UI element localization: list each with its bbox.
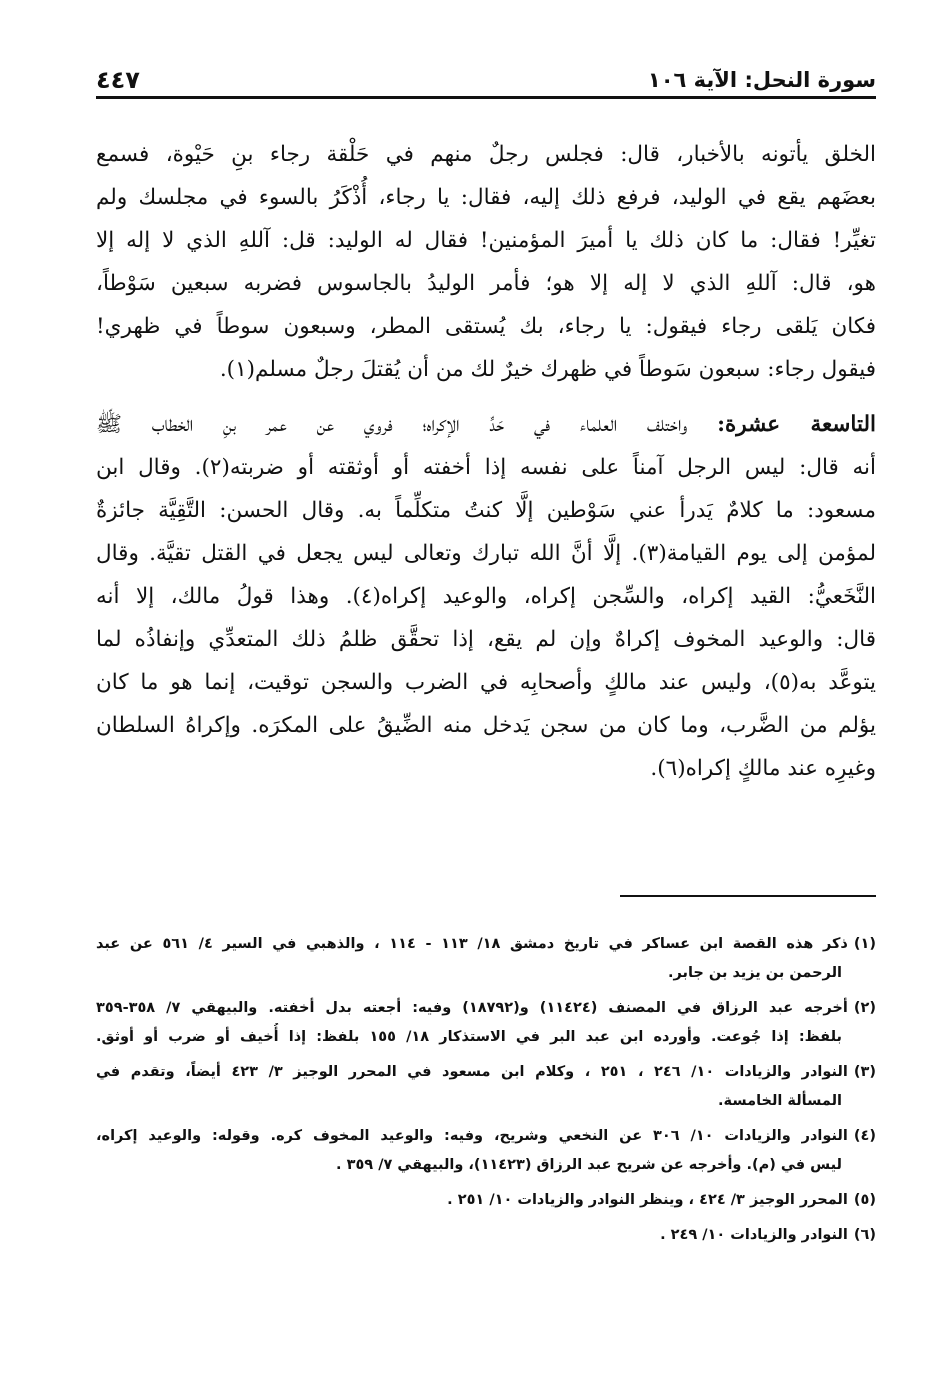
footnote-6 <box>96 1221 876 1250</box>
footnote-line: الرحمن بن يزيد بن جابر. <box>668 965 842 981</box>
footnote-text: المحرر الوجيز ٣/ ٤٢٤ ، وينظر النوادر والزيادات ١٠/ ٢٥١ . <box>447 1192 848 1208</box>
footnote-line: المسألة الخامسة. <box>718 1093 842 1109</box>
footnote-line <box>96 1186 876 1215</box>
text-line: يتوعَّد به(٥)، وليس عند مالكٍ وأصحابِه في الضرب والسجن توقيت، إنما هو ما كان <box>96 670 876 695</box>
paragraph-2 <box>96 403 876 790</box>
footnote-separator <box>620 895 876 897</box>
footnote-2 <box>96 994 876 1052</box>
footnote-text: النوادر والزيادات ١٠/ ٢٤٩ . <box>660 1227 848 1243</box>
footnote-text: النوادر والزيادات ١٠/ ٣٠٦ عن النخعي وشريح، وفيه: والوعيد المخوف كره. وقوله: والوعيد إكراه، <box>96 1128 848 1144</box>
running-title: سورة النحل: الآية ١٠٦ <box>647 68 876 92</box>
footnote-4 <box>96 1122 876 1180</box>
paragraph-1 <box>96 133 876 391</box>
text-line: يؤلم من الضَّرب، وما كان من سجن يَدخل منه الضِّيقُ على المكرَه. وإكراهُ السلطان <box>96 713 876 738</box>
text-line: قال: والوعيد المخوف إكراهٌ وإن لم يقع، إذا تحقَّق ظلمُ ذلك المتعدِّي وإنفاذُه لما <box>96 627 876 652</box>
text-line: هو، قال: آللهِ الذي لا إله إلا هو؛ فأمر الوليدُ بالجاسوس فضربه سبعين سَوْطاً، <box>96 271 876 296</box>
footnote-line: بلفظ: إذا جُوعت. وأورده ابن عبد البر في الاستذكار ١٨/ ١٥٥ بلفظ: إذا أُخيف أو ضرب أو أوثق. <box>96 1029 842 1045</box>
footnote-number: (٢) <box>853 1000 876 1016</box>
text-line: النَّخَعيُّ: القيد إكراه، والسِّجن إكراه، والوعيد إكراه(٤). وهذا قولُ مالك، إلا أنه <box>96 584 876 609</box>
footnote-line <box>96 930 876 959</box>
section-heading: التاسعة عشرة: <box>717 412 876 437</box>
footnote-line <box>96 1058 876 1087</box>
main-text <box>96 133 876 790</box>
text-line-with-heading <box>96 403 876 446</box>
footnote-number: (١) <box>853 936 876 952</box>
footnote-line <box>96 994 876 1023</box>
footnotes <box>96 930 876 1256</box>
text-line: وغيرِه عند مالكٍ إكراه(٦). <box>650 756 876 781</box>
running-header <box>96 52 876 99</box>
page-number: ٤٤٧ <box>96 66 140 94</box>
footnote-number: (٤) <box>853 1128 876 1144</box>
footnote-line <box>96 1221 876 1250</box>
footnote-3 <box>96 1058 876 1116</box>
footnote-line: ليس في (م). وأخرجه عن شريح عبد الرزاق (١١٤٢٣)، والبيهقي ٧/ ٣٥٩ . <box>336 1157 842 1173</box>
footnote-number: (٣) <box>853 1064 876 1080</box>
footnote-text: أخرجه عبد الرزاق في المصنف (١١٤٢٤) و(١٨٧٩٢) وفيه: أجعته بدل أخفته. والبيهقي ٧/ ٣٥٨-٣٥٩ <box>96 1000 848 1016</box>
text-line: فيقول رجاء: سبعون سَوطاً في ظهرك خيرٌ لك من أن يُقتلَ رجلٌ مسلم(١). <box>219 357 876 382</box>
text-line: مسعود: ما كلامٌ يَدرأ عني سَوْطين إلَّا كنتُ متكلِّماً به. وقال الحسن: التَّقِيَّة جائزةٌ <box>96 498 876 523</box>
footnote-1 <box>96 930 876 988</box>
footnote-number: (٥) <box>853 1192 876 1208</box>
text-line: أنه قال: ليس الرجل آمناً على نفسه إذا أخفته أو أوثقته أو ضربته(٢). وقال ابن <box>96 455 876 480</box>
text-line: تغيِّر! فقال: ما كان ذلك يا أميرَ المؤمنين! فقال له الوليد: قل: آللهِ الذي لا إله إلا <box>96 228 876 253</box>
footnote-number: (٦) <box>853 1227 876 1243</box>
footnote-line <box>96 1122 876 1151</box>
footnote-text: النوادر والزيادات ١٠/ ٢٤٦ ، ٢٥١ ، وكلام ابن مسعود في المحرر الوجيز ٣/ ٤٢٣ أيضاً، وتقدم في <box>96 1064 848 1080</box>
text-line-rest: واختلف العلماء في حَدِّ الإكراه؛ فروي عن عمر بنِ الخطاب ﷺ <box>96 412 688 437</box>
footnote-5 <box>96 1186 876 1215</box>
text-line: بعضَهم يقع في الوليد، فرفع ذلك إليه، فقال: يا رجاء، أُذْكَرُ بالسوء في مجلسك ولم <box>96 185 876 210</box>
text-line: فكان يَلقى رجاء فيقول: يا رجاء، بك يُستقى المطر، وسبعون سوطاً في ظهري! <box>96 314 876 339</box>
text-line: الخلق يأتونه بالأخبار، قال: فجلس رجلٌ منهم في حَلْقة رجاء بنِ حَيْوة، فسمع <box>96 142 876 167</box>
text-line: لمؤمن إلى يوم القيامة(٣). إلَّا أنَّ الله تبارك وتعالى ليس يجعل في القتل تقيَّة. وقال <box>96 541 876 566</box>
footnote-text: ذكر هذه القصة ابن عساكر في تاريخ دمشق ١٨/ ١١٣ - ١١٤ ، والذهبي في السير ٤/ ٥٦١ عن عبد <box>96 936 848 952</box>
